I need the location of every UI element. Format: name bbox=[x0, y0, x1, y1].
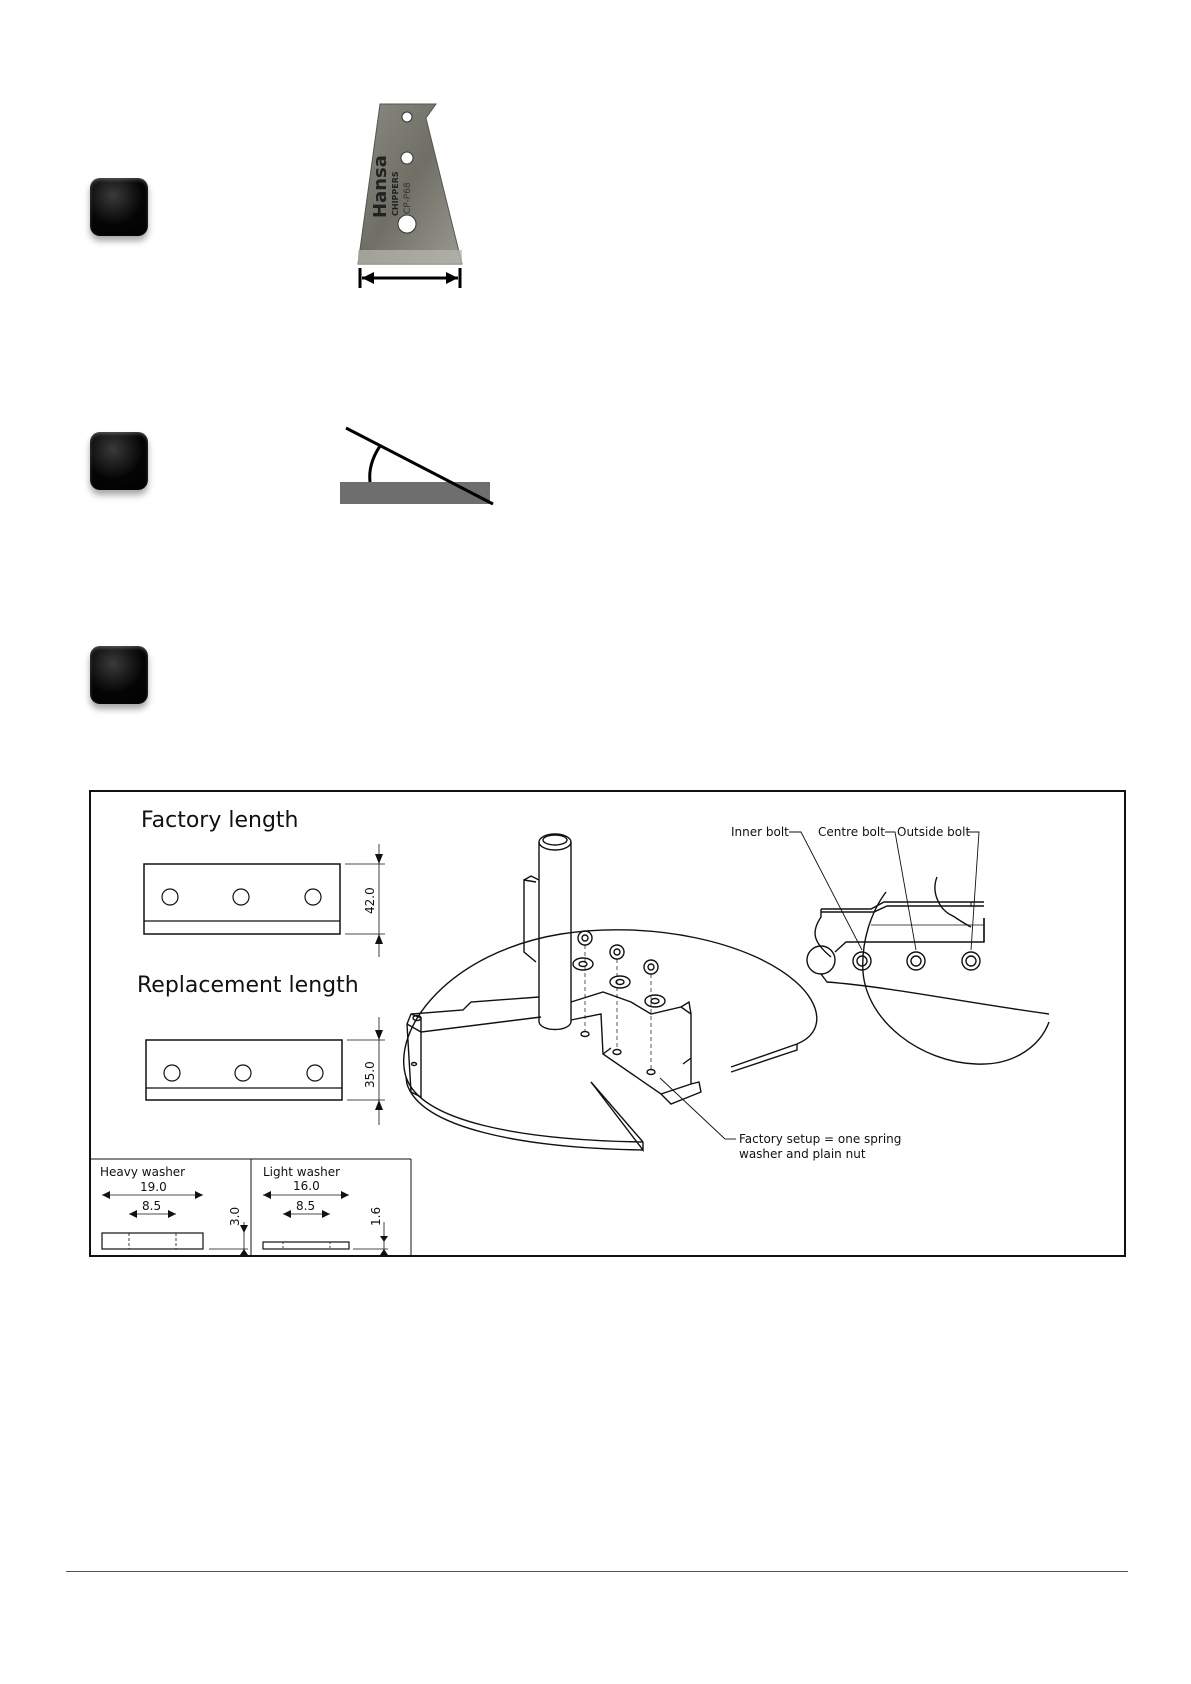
blade-hole-top bbox=[402, 112, 412, 122]
blade-edge bbox=[358, 250, 462, 264]
replacement-blade-drawing bbox=[146, 1017, 385, 1125]
heavy-washer-title: Heavy washer bbox=[100, 1165, 186, 1179]
outside-bolt-label: Outside bolt bbox=[897, 825, 971, 839]
factory-length-dimension: 42.0 bbox=[363, 887, 377, 914]
blade-brand: Hansa bbox=[370, 155, 391, 218]
inner-bolt-label: Inner bolt bbox=[731, 825, 789, 839]
replacement-length-dimension: 35.0 bbox=[363, 1061, 377, 1088]
centre-bolt-label: Centre bolt bbox=[818, 825, 885, 839]
factory-setup-line1: Factory setup = one spring bbox=[739, 1132, 902, 1146]
light-washer-inner-dim: 8.5 bbox=[296, 1199, 316, 1213]
footer-divider bbox=[66, 1571, 1128, 1572]
light-washer-thickness-dim: 1.6 bbox=[369, 1206, 383, 1226]
bolt-leaders bbox=[789, 832, 979, 950]
grinding-surface bbox=[340, 482, 490, 504]
angle-arc bbox=[370, 446, 380, 482]
heavy-washer-drawing bbox=[102, 1191, 248, 1255]
blade-hole-bottom bbox=[398, 215, 416, 233]
step-2-bullet-icon bbox=[90, 432, 148, 490]
factory-setup-leader bbox=[660, 1078, 725, 1139]
blade-hole-middle bbox=[401, 152, 413, 164]
factory-setup-line2: washer and plain nut bbox=[739, 1147, 866, 1161]
chipper-disc-drawing bbox=[404, 834, 817, 1150]
light-washer-title: Light washer bbox=[263, 1165, 341, 1179]
blade-part-code: CP-P68 bbox=[403, 182, 413, 214]
blade-length-diagram bbox=[89, 790, 1126, 1257]
factory-length-title: Factory length bbox=[141, 808, 299, 833]
blade-sub-brand: CHIPPERS bbox=[391, 171, 400, 216]
blade-photo bbox=[340, 100, 470, 295]
heavy-washer-outer-dim: 19.0 bbox=[140, 1180, 167, 1194]
width-arrow-right-head bbox=[446, 272, 458, 284]
width-arrow-left-head bbox=[362, 272, 374, 284]
replacement-length-title: Replacement length bbox=[137, 973, 359, 998]
heavy-washer-inner-dim: 8.5 bbox=[142, 1199, 162, 1213]
light-washer-outer-dim: 16.0 bbox=[293, 1179, 320, 1193]
factory-blade-drawing bbox=[144, 844, 385, 957]
step-3-bullet-icon bbox=[90, 646, 148, 704]
bolt-detail-view bbox=[807, 877, 1049, 1064]
grinding-angle-figure bbox=[336, 418, 496, 508]
heavy-washer-thickness-dim: 3.0 bbox=[228, 1206, 242, 1226]
step-1-bullet-icon bbox=[90, 178, 148, 236]
